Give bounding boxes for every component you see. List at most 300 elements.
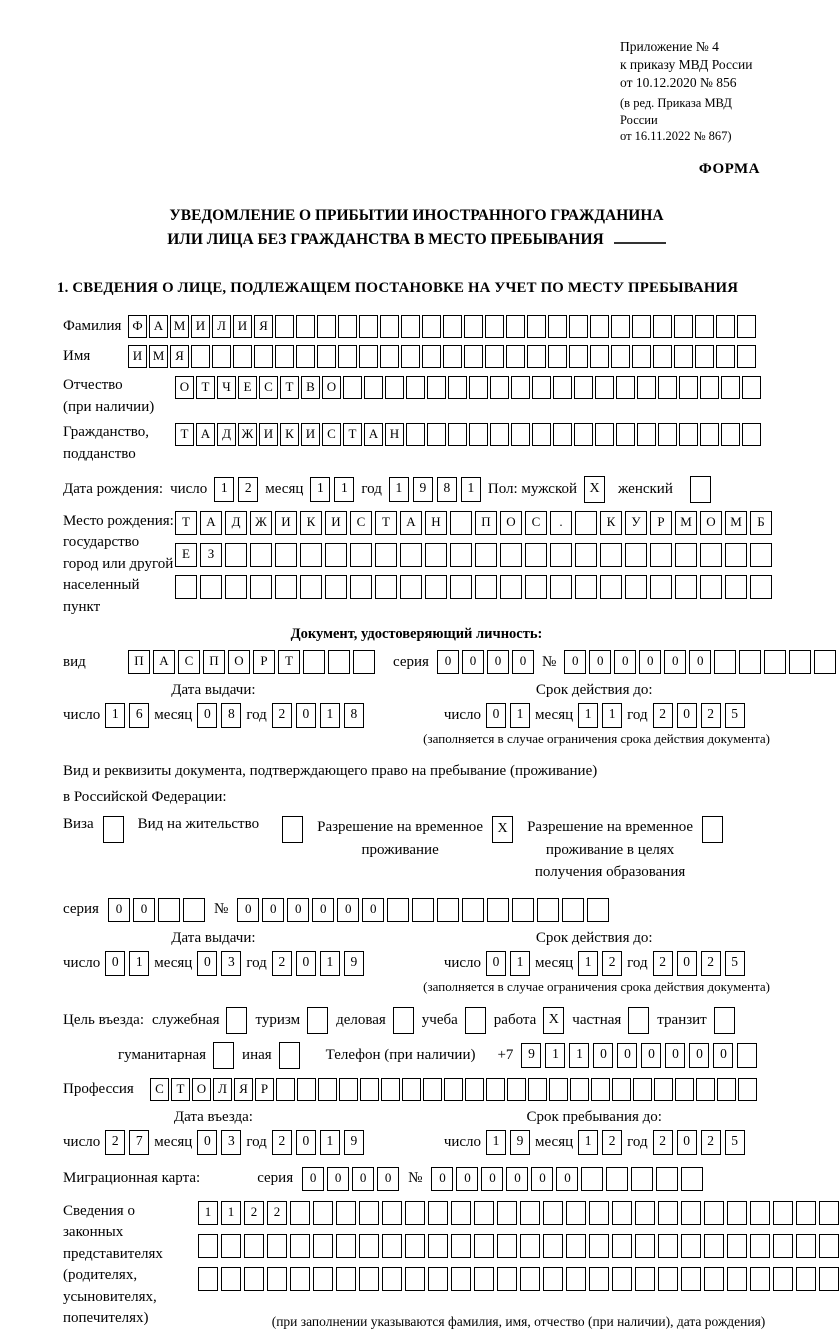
form-cell[interactable] [628,1007,649,1034]
form-cell[interactable]: З [200,543,222,567]
form-cell[interactable]: 0 [512,650,534,674]
form-cell[interactable] [511,423,530,446]
form-cell[interactable]: 2 [653,703,673,728]
form-cell[interactable] [380,315,399,338]
form-cell[interactable]: 9 [521,1043,541,1068]
form-cell[interactable] [359,1234,379,1258]
birth-month-cells[interactable] [310,477,354,502]
form-cell[interactable]: X [584,476,605,503]
form-cell[interactable] [485,345,504,368]
form-cell[interactable] [469,376,488,399]
form-cell[interactable]: О [322,376,341,399]
form-cell[interactable] [637,423,656,446]
form-cell[interactable] [422,345,441,368]
purpose-work-checkbox[interactable] [543,1007,564,1034]
residence-number-cells[interactable] [237,898,609,922]
form-cell[interactable] [714,1007,735,1034]
form-cell[interactable] [276,1078,295,1101]
form-cell[interactable]: 1 [320,1130,340,1155]
form-cell[interactable]: 0 [296,951,316,976]
form-cell[interactable] [497,1234,517,1258]
form-cell[interactable]: 0 [486,951,506,976]
form-cell[interactable]: 1 [320,951,340,976]
form-cell[interactable] [562,898,584,922]
form-cell[interactable]: Т [175,423,194,446]
form-cell[interactable] [796,1201,816,1225]
representatives-cells-1[interactable] [198,1201,839,1225]
form-cell[interactable]: 1 [105,703,125,728]
form-cell[interactable] [704,1234,724,1258]
form-cell[interactable] [566,1267,586,1291]
form-cell[interactable] [520,1234,540,1258]
form-cell[interactable]: Т [196,376,215,399]
form-cell[interactable] [158,898,180,922]
form-cell[interactable] [200,575,222,599]
form-cell[interactable] [497,1201,517,1225]
sex-female-checkbox[interactable] [690,476,711,503]
form-cell[interactable]: 2 [272,951,292,976]
form-cell[interactable]: А [196,423,215,446]
form-cell[interactable]: А [400,511,422,535]
form-cell[interactable] [254,345,273,368]
form-cell[interactable] [490,423,509,446]
form-cell[interactable] [525,543,547,567]
form-cell[interactable] [225,543,247,567]
form-cell[interactable] [423,1078,442,1101]
form-cell[interactable] [451,1267,471,1291]
purpose-transit-checkbox[interactable] [714,1007,735,1034]
form-cell[interactable] [700,543,722,567]
form-cell[interactable]: 0 [133,898,155,922]
form-cell[interactable]: 1 [221,1201,241,1225]
form-cell[interactable]: И [275,511,297,535]
form-cell[interactable]: 3 [221,951,241,976]
form-cell[interactable] [575,511,597,535]
form-cell[interactable] [267,1234,287,1258]
form-cell[interactable] [427,376,446,399]
form-cell[interactable]: 1 [510,951,530,976]
form-cell[interactable] [750,1267,770,1291]
residence-valid-year-cells[interactable] [653,951,745,976]
form-cell[interactable]: 1 [578,951,598,976]
migration-number-cells[interactable] [431,1167,703,1191]
form-cell[interactable] [474,1267,494,1291]
form-cell[interactable]: 0 [377,1167,399,1191]
form-cell[interactable] [296,315,315,338]
form-cell[interactable] [681,1267,701,1291]
form-cell[interactable] [528,1078,547,1101]
form-cell[interactable] [393,1007,414,1034]
form-cell[interactable]: Ж [238,423,257,446]
form-cell[interactable] [632,345,651,368]
form-cell[interactable]: П [128,650,150,674]
form-cell[interactable]: 0 [337,898,359,922]
form-cell[interactable] [511,376,530,399]
form-cell[interactable] [400,575,422,599]
form-cell[interactable] [474,1234,494,1258]
form-cell[interactable] [450,511,472,535]
form-cell[interactable]: Я [234,1078,253,1101]
form-cell[interactable] [654,1078,673,1101]
form-cell[interactable] [750,543,772,567]
form-cell[interactable] [814,650,836,674]
form-cell[interactable] [612,1234,632,1258]
form-cell[interactable]: 0 [237,898,259,922]
form-cell[interactable] [464,345,483,368]
form-cell[interactable] [704,1201,724,1225]
form-cell[interactable]: Ч [217,376,236,399]
form-cell[interactable]: Д [217,423,236,446]
form-cell[interactable]: 0 [531,1167,553,1191]
form-cell[interactable]: 2 [238,477,258,502]
form-cell[interactable]: 0 [486,703,506,728]
form-cell[interactable] [675,543,697,567]
form-cell[interactable]: И [233,315,252,338]
residence-valid-month-cells[interactable] [578,951,622,976]
form-cell[interactable] [773,1234,793,1258]
form-cell[interactable] [406,376,425,399]
form-cell[interactable] [275,315,294,338]
form-cell[interactable] [469,423,488,446]
form-cell[interactable] [175,575,197,599]
form-cell[interactable] [275,345,294,368]
profession-cells[interactable] [150,1078,757,1101]
purpose-study-checkbox[interactable] [465,1007,486,1034]
form-cell[interactable] [716,345,735,368]
form-cell[interactable]: К [280,423,299,446]
form-cell[interactable]: 2 [701,951,721,976]
form-cell[interactable]: 1 [129,951,149,976]
form-cell[interactable]: 1 [569,1043,589,1068]
firstname-cells[interactable] [128,345,756,368]
form-cell[interactable] [412,898,434,922]
form-cell[interactable]: 0 [197,703,217,728]
form-cell[interactable]: О [700,511,722,535]
form-cell[interactable]: Р [255,1078,274,1101]
form-cell[interactable] [448,376,467,399]
form-cell[interactable] [575,575,597,599]
doc-valid-month-cells[interactable] [578,703,622,728]
form-cell[interactable] [566,1234,586,1258]
form-cell[interactable] [425,575,447,599]
form-cell[interactable]: 0 [677,951,697,976]
form-cell[interactable]: 1 [198,1201,218,1225]
form-cell[interactable] [553,423,572,446]
form-cell[interactable]: 0 [589,650,611,674]
residence-issue-month-cells[interactable] [197,951,241,976]
form-cell[interactable]: 7 [129,1130,149,1155]
form-cell[interactable] [625,543,647,567]
form-cell[interactable]: У [625,511,647,535]
form-cell[interactable]: 5 [725,703,745,728]
form-cell[interactable] [325,575,347,599]
form-cell[interactable]: 0 [614,650,636,674]
form-cell[interactable]: 1 [578,703,598,728]
form-cell[interactable] [359,345,378,368]
form-cell[interactable]: Т [175,511,197,535]
form-cell[interactable] [428,1201,448,1225]
form-cell[interactable]: 0 [437,650,459,674]
form-cell[interactable]: А [364,423,383,446]
form-cell[interactable]: 1 [510,703,530,728]
form-cell[interactable] [353,650,375,674]
form-cell[interactable] [590,345,609,368]
form-cell[interactable] [574,423,593,446]
form-cell[interactable]: 0 [362,898,384,922]
form-cell[interactable]: В [301,376,320,399]
form-cell[interactable] [405,1267,425,1291]
form-cell[interactable] [336,1201,356,1225]
form-cell[interactable] [487,898,509,922]
purpose-private-checkbox[interactable] [628,1007,649,1034]
form-cell[interactable] [589,1234,609,1258]
form-cell[interactable] [737,315,756,338]
form-cell[interactable]: Л [212,315,231,338]
form-cell[interactable]: 5 [725,951,745,976]
form-cell[interactable] [549,1078,568,1101]
form-cell[interactable] [450,575,472,599]
form-cell[interactable] [360,1078,379,1101]
form-cell[interactable] [450,543,472,567]
doc-issue-year-cells[interactable] [272,703,364,728]
form-cell[interactable] [658,423,677,446]
form-cell[interactable] [300,575,322,599]
form-cell[interactable] [401,315,420,338]
form-cell[interactable]: 2 [244,1201,264,1225]
form-cell[interactable] [635,1234,655,1258]
form-cell[interactable]: 1 [486,1130,506,1155]
form-cell[interactable]: О [500,511,522,535]
form-cell[interactable] [385,376,404,399]
form-cell[interactable] [428,1267,448,1291]
form-cell[interactable]: И [259,423,278,446]
form-cell[interactable] [359,315,378,338]
form-cell[interactable] [696,1078,715,1101]
form-cell[interactable] [695,345,714,368]
form-cell[interactable]: Ф [128,315,147,338]
form-cell[interactable] [550,543,572,567]
form-cell[interactable] [714,650,736,674]
form-cell[interactable]: Н [425,511,447,535]
form-cell[interactable] [427,423,446,446]
form-cell[interactable] [387,898,409,922]
form-cell[interactable] [653,345,672,368]
form-cell[interactable] [338,315,357,338]
form-cell[interactable]: Я [170,345,189,368]
representatives-cells-3[interactable] [198,1267,839,1291]
form-cell[interactable] [537,898,559,922]
form-cell[interactable]: Р [253,650,275,674]
form-cell[interactable] [303,650,325,674]
stay-month-cells[interactable] [578,1130,622,1155]
form-cell[interactable] [443,315,462,338]
form-cell[interactable] [819,1234,839,1258]
form-cell[interactable] [382,1201,402,1225]
form-cell[interactable]: 0 [677,1130,697,1155]
form-cell[interactable] [589,1267,609,1291]
entry-year-cells[interactable] [272,1130,364,1155]
form-cell[interactable] [631,1167,653,1191]
form-cell[interactable] [506,345,525,368]
form-cell[interactable]: 1 [389,477,409,502]
form-cell[interactable] [796,1234,816,1258]
entry-day-cells[interactable] [105,1130,149,1155]
form-cell[interactable] [307,1007,328,1034]
form-cell[interactable]: 2 [701,1130,721,1155]
form-cell[interactable] [819,1267,839,1291]
form-cell[interactable] [658,1267,678,1291]
form-cell[interactable] [725,575,747,599]
form-cell[interactable] [569,345,588,368]
form-cell[interactable]: 0 [462,650,484,674]
doc-valid-day-cells[interactable] [486,703,530,728]
form-cell[interactable] [527,345,546,368]
form-cell[interactable] [339,1078,358,1101]
form-cell[interactable] [198,1234,218,1258]
form-cell[interactable]: И [191,315,210,338]
form-cell[interactable]: 2 [105,1130,125,1155]
form-cell[interactable] [275,575,297,599]
form-cell[interactable] [250,575,272,599]
form-cell[interactable] [500,543,522,567]
entry-month-cells[interactable] [197,1130,241,1155]
form-cell[interactable] [679,423,698,446]
form-cell[interactable] [796,1267,816,1291]
form-cell[interactable]: Я [254,315,273,338]
form-cell[interactable] [244,1267,264,1291]
form-cell[interactable] [600,575,622,599]
form-cell[interactable] [359,1267,379,1291]
form-cell[interactable]: 0 [287,898,309,922]
form-cell[interactable]: 0 [689,650,711,674]
form-cell[interactable]: 8 [437,477,457,502]
form-cell[interactable] [727,1234,747,1258]
form-cell[interactable] [674,315,693,338]
form-cell[interactable] [690,476,711,503]
form-cell[interactable]: 0 [689,1043,709,1068]
form-cell[interactable] [343,376,362,399]
doc-kind-cells[interactable] [128,650,375,674]
form-cell[interactable] [465,1007,486,1034]
form-cell[interactable] [575,543,597,567]
form-cell[interactable]: 0 [556,1167,578,1191]
form-cell[interactable]: 2 [272,1130,292,1155]
purpose-tourism-checkbox[interactable] [307,1007,328,1034]
form-cell[interactable] [739,650,761,674]
stay-day-cells[interactable] [486,1130,530,1155]
form-cell[interactable]: А [149,315,168,338]
form-cell[interactable] [325,543,347,567]
birth-year-cells[interactable] [389,477,481,502]
form-cell[interactable]: М [149,345,168,368]
form-cell[interactable] [282,816,303,843]
form-cell[interactable]: 0 [296,703,316,728]
representatives-cells-2[interactable] [198,1234,839,1258]
form-cell[interactable] [313,1267,333,1291]
form-cell[interactable]: 0 [617,1043,637,1068]
form-cell[interactable] [532,423,551,446]
residence-valid-day-cells[interactable] [486,951,530,976]
form-cell[interactable]: 0 [352,1167,374,1191]
form-cell[interactable] [700,575,722,599]
form-cell[interactable]: 8 [344,703,364,728]
residence-issue-day-cells[interactable] [105,951,149,976]
form-cell[interactable] [364,376,383,399]
form-cell[interactable] [704,1267,724,1291]
form-cell[interactable] [675,575,697,599]
form-cell[interactable] [612,1267,632,1291]
form-cell[interactable]: 0 [262,898,284,922]
form-cell[interactable]: С [178,650,200,674]
form-cell[interactable] [405,1234,425,1258]
form-cell[interactable]: 2 [272,703,292,728]
residence-series-cells[interactable] [108,898,205,922]
form-cell[interactable]: А [153,650,175,674]
birth-day-cells[interactable] [214,477,258,502]
form-cell[interactable]: П [203,650,225,674]
purpose-humanitarian-checkbox[interactable] [213,1042,234,1069]
form-cell[interactable] [233,345,252,368]
form-cell[interactable] [591,1078,610,1101]
form-cell[interactable] [773,1267,793,1291]
form-cell[interactable]: 1 [320,703,340,728]
form-cell[interactable] [721,376,740,399]
form-cell[interactable]: 2 [701,703,721,728]
form-cell[interactable] [350,575,372,599]
form-cell[interactable]: К [600,511,622,535]
form-cell[interactable] [650,575,672,599]
form-cell[interactable] [773,1201,793,1225]
visa-checkbox[interactable] [103,816,124,843]
form-cell[interactable] [497,1267,517,1291]
form-cell[interactable] [742,376,761,399]
form-cell[interactable] [569,315,588,338]
form-cell[interactable]: 0 [456,1167,478,1191]
form-cell[interactable] [375,543,397,567]
form-cell[interactable] [653,315,672,338]
doc-issue-month-cells[interactable] [197,703,241,728]
form-cell[interactable]: 0 [302,1167,324,1191]
form-cell[interactable] [737,1043,757,1068]
doc-number-cells[interactable] [564,650,836,674]
form-cell[interactable]: 5 [725,1130,745,1155]
form-cell[interactable] [465,1078,484,1101]
form-cell[interactable] [612,1078,631,1101]
form-cell[interactable] [587,898,609,922]
form-cell[interactable]: М [170,315,189,338]
form-cell[interactable] [570,1078,589,1101]
form-cell[interactable] [764,650,786,674]
form-cell[interactable] [213,1042,234,1069]
form-cell[interactable] [725,543,747,567]
form-cell[interactable] [279,1042,300,1069]
form-cell[interactable] [658,376,677,399]
form-cell[interactable]: С [259,376,278,399]
form-cell[interactable] [674,345,693,368]
form-cell[interactable]: 9 [413,477,433,502]
form-cell[interactable]: 1 [578,1130,598,1155]
form-cell[interactable] [819,1201,839,1225]
birth-place-cells-2[interactable] [175,543,772,567]
form-cell[interactable] [486,1078,505,1101]
citizenship-cells[interactable] [175,423,761,446]
form-cell[interactable]: 0 [197,951,217,976]
form-cell[interactable] [198,1267,218,1291]
form-cell[interactable] [658,1201,678,1225]
form-cell[interactable] [506,315,525,338]
doc-valid-year-cells[interactable] [653,703,745,728]
form-cell[interactable] [381,1078,400,1101]
